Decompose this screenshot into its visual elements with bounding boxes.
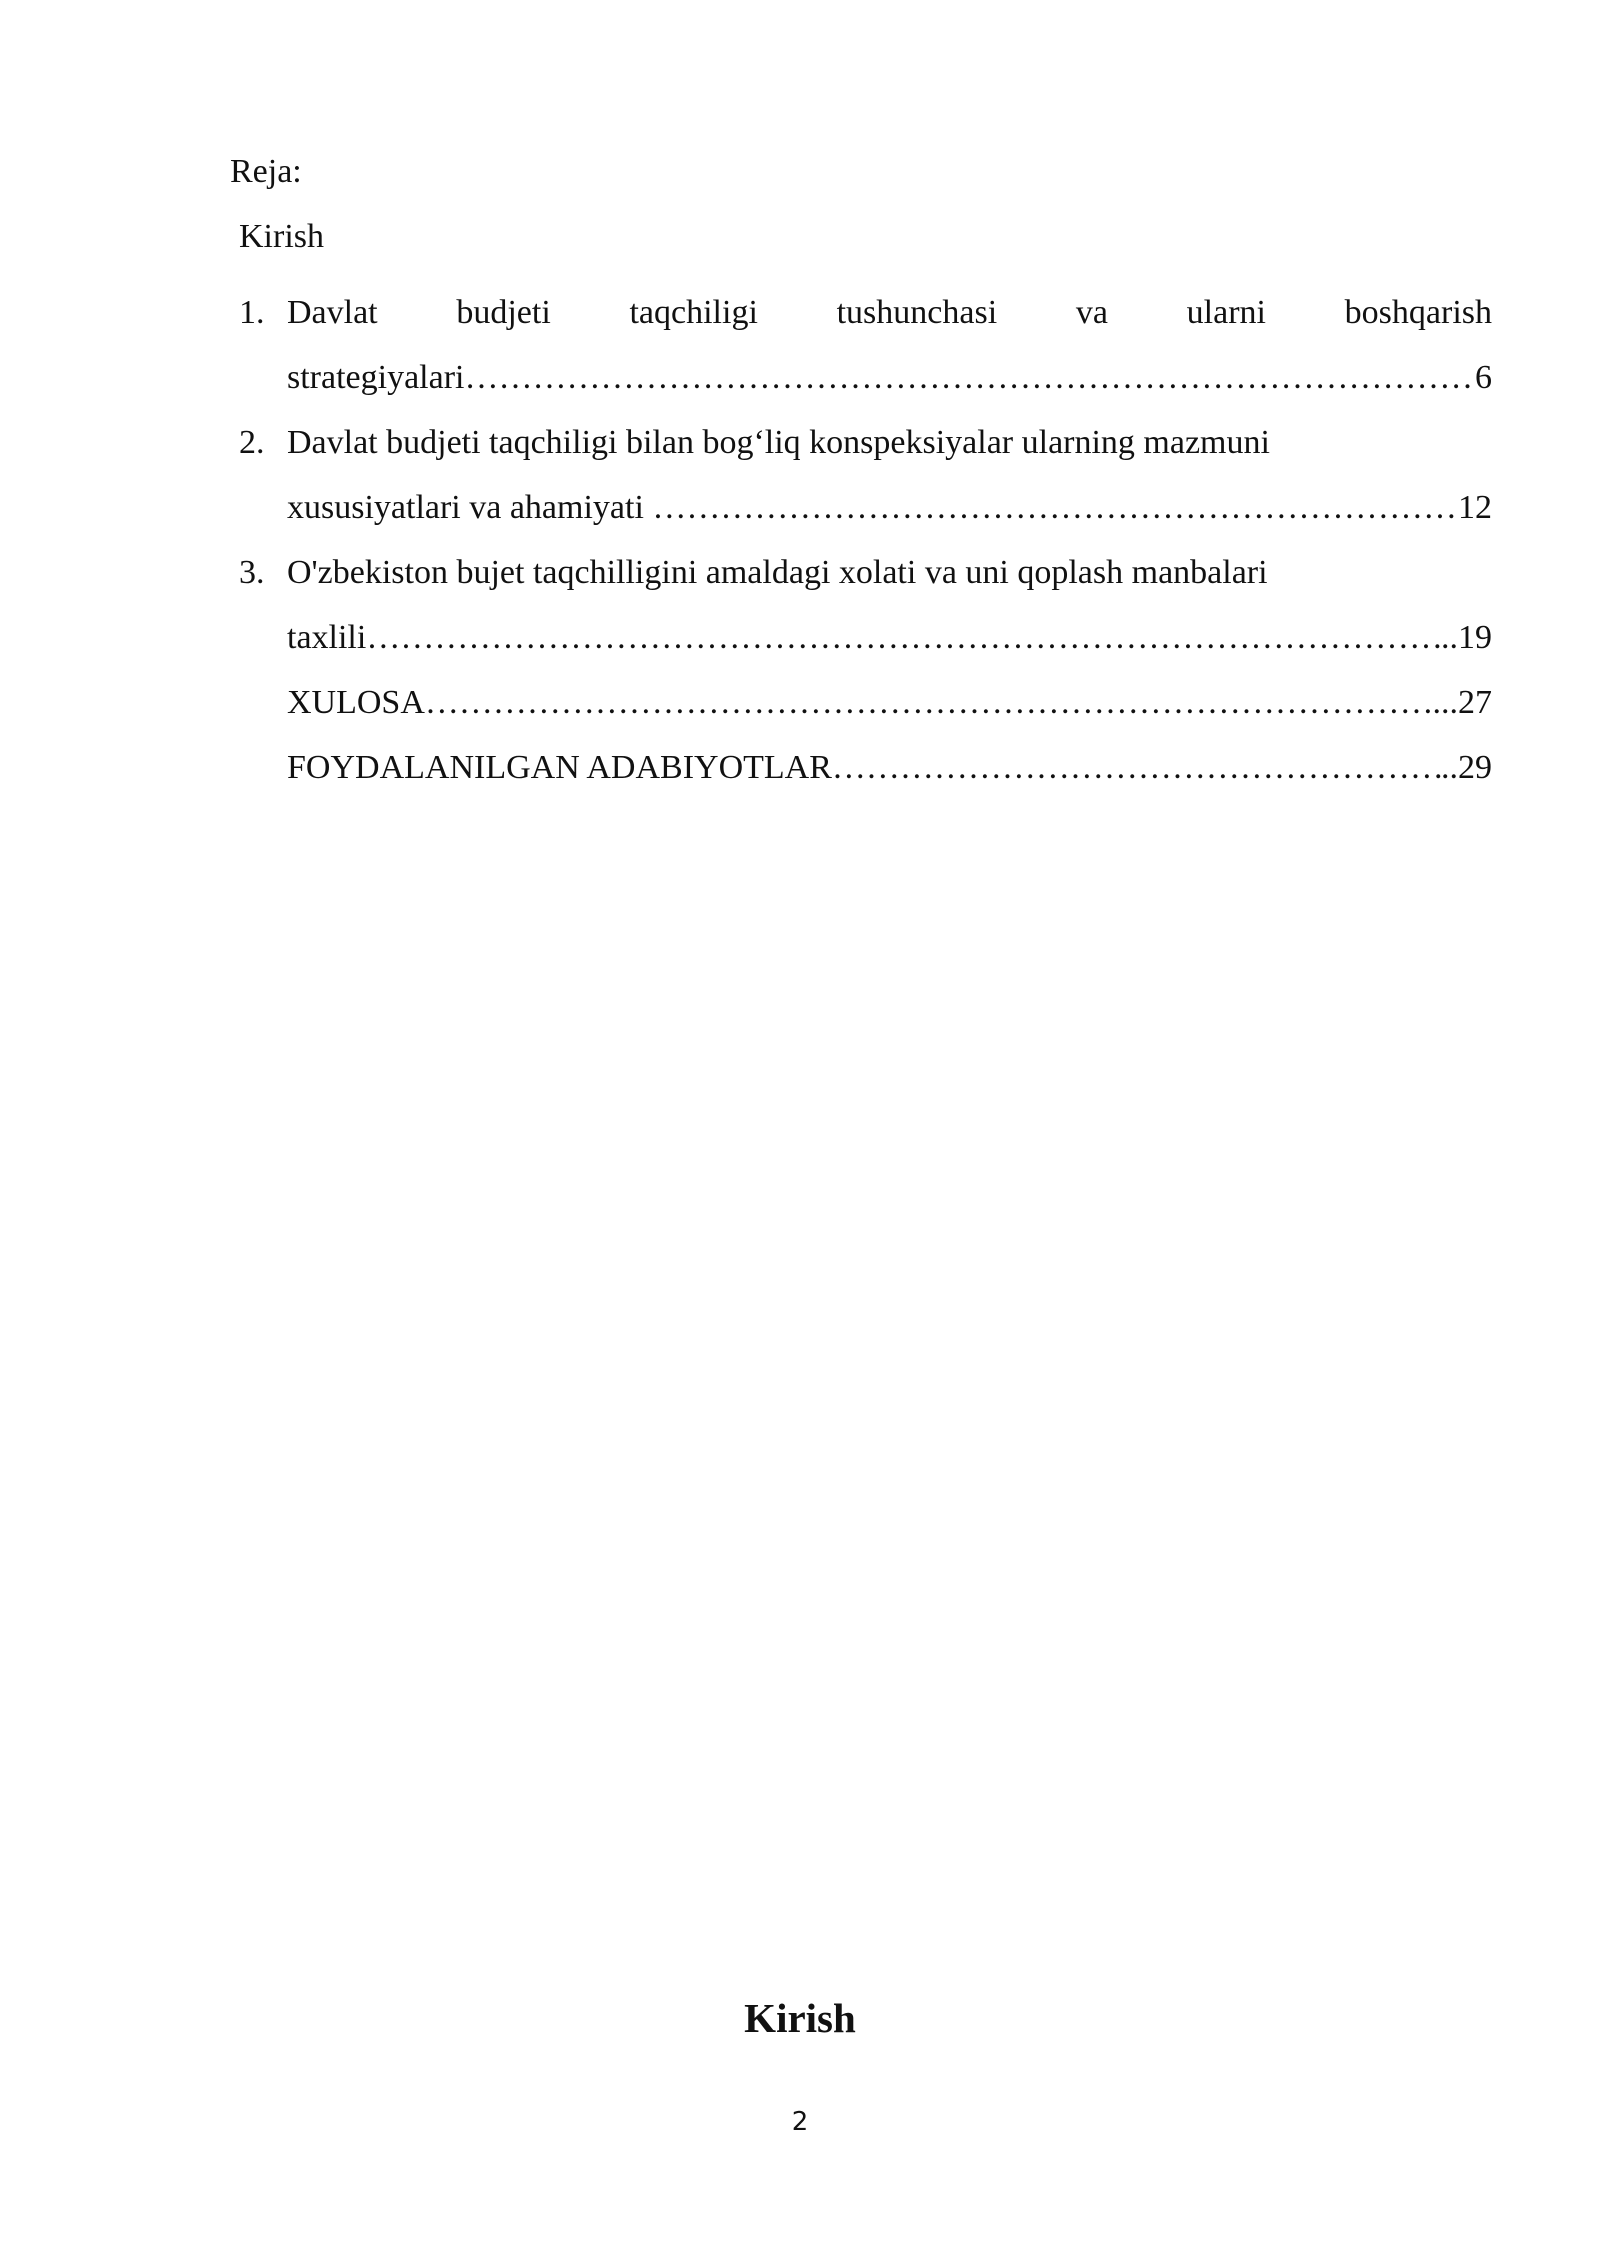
plan-label: Reja: bbox=[230, 153, 302, 190]
toc-entry-title: XULOSA bbox=[287, 684, 425, 721]
toc-item-title-end: taxlili bbox=[287, 619, 367, 656]
toc-page-ref: ..29 bbox=[1441, 749, 1492, 786]
toc-item-continuation-line bbox=[287, 475, 1492, 540]
toc-page-ref: 6 bbox=[1475, 359, 1492, 396]
toc-item-1 bbox=[239, 280, 1492, 410]
toc-item-number: 3. bbox=[239, 554, 265, 591]
toc-page-ref: 12 bbox=[1458, 489, 1492, 526]
toc-word: tushunchasi bbox=[836, 294, 998, 331]
toc-leader-dots bbox=[832, 735, 1441, 800]
toc-item-3 bbox=[239, 540, 1492, 670]
toc-page-ref: ...27 bbox=[1432, 684, 1492, 721]
toc-item-conclusion bbox=[239, 670, 1492, 735]
toc-word: ularni bbox=[1186, 294, 1266, 331]
toc-item-number: 2. bbox=[239, 424, 265, 461]
toc-entry-line bbox=[287, 670, 1492, 735]
toc-item-title-end: strategiyalari bbox=[287, 359, 465, 396]
toc-item-title-line bbox=[287, 280, 1492, 345]
toc-intro-entry: Kirish bbox=[239, 218, 324, 255]
toc-item-references bbox=[239, 735, 1492, 800]
toc-word: va bbox=[1075, 294, 1108, 331]
table-of-contents bbox=[239, 280, 1492, 800]
toc-page-ref: ..19 bbox=[1441, 619, 1492, 656]
toc-word: boshqarish bbox=[1344, 294, 1492, 331]
toc-item-continuation-line bbox=[287, 345, 1492, 410]
section-heading: Kirish bbox=[744, 1995, 856, 2041]
toc-item-2 bbox=[239, 410, 1492, 540]
toc-word: taqchiligi bbox=[629, 294, 758, 331]
toc-item-continuation-line bbox=[287, 605, 1492, 670]
toc-item-title-line: O'zbekiston bujet taqchilligini amaldagi xolati va uni qoplash manbalari bbox=[287, 554, 1268, 591]
toc-leader-dots bbox=[652, 475, 1458, 540]
toc-leader-dots bbox=[366, 605, 1441, 670]
toc-item-title-end: xususiyatlari va ahamiyati bbox=[287, 489, 653, 526]
toc-leader-dots bbox=[464, 345, 1475, 410]
toc-entry-title: FOYDALANILGAN ADABIYOTLAR bbox=[287, 749, 832, 786]
toc-entry-line bbox=[287, 735, 1492, 800]
toc-word: Davlat bbox=[287, 294, 378, 331]
toc-item-title-line: Davlat budjeti taqchiligi bilan bog‘liq konspeksiyalar ularning mazmuni bbox=[287, 424, 1270, 461]
page-number: 2 bbox=[791, 2107, 809, 2137]
toc-leader-dots bbox=[425, 670, 1433, 735]
toc-item-number: 1. bbox=[239, 294, 265, 331]
toc-word: budjeti bbox=[456, 294, 551, 331]
